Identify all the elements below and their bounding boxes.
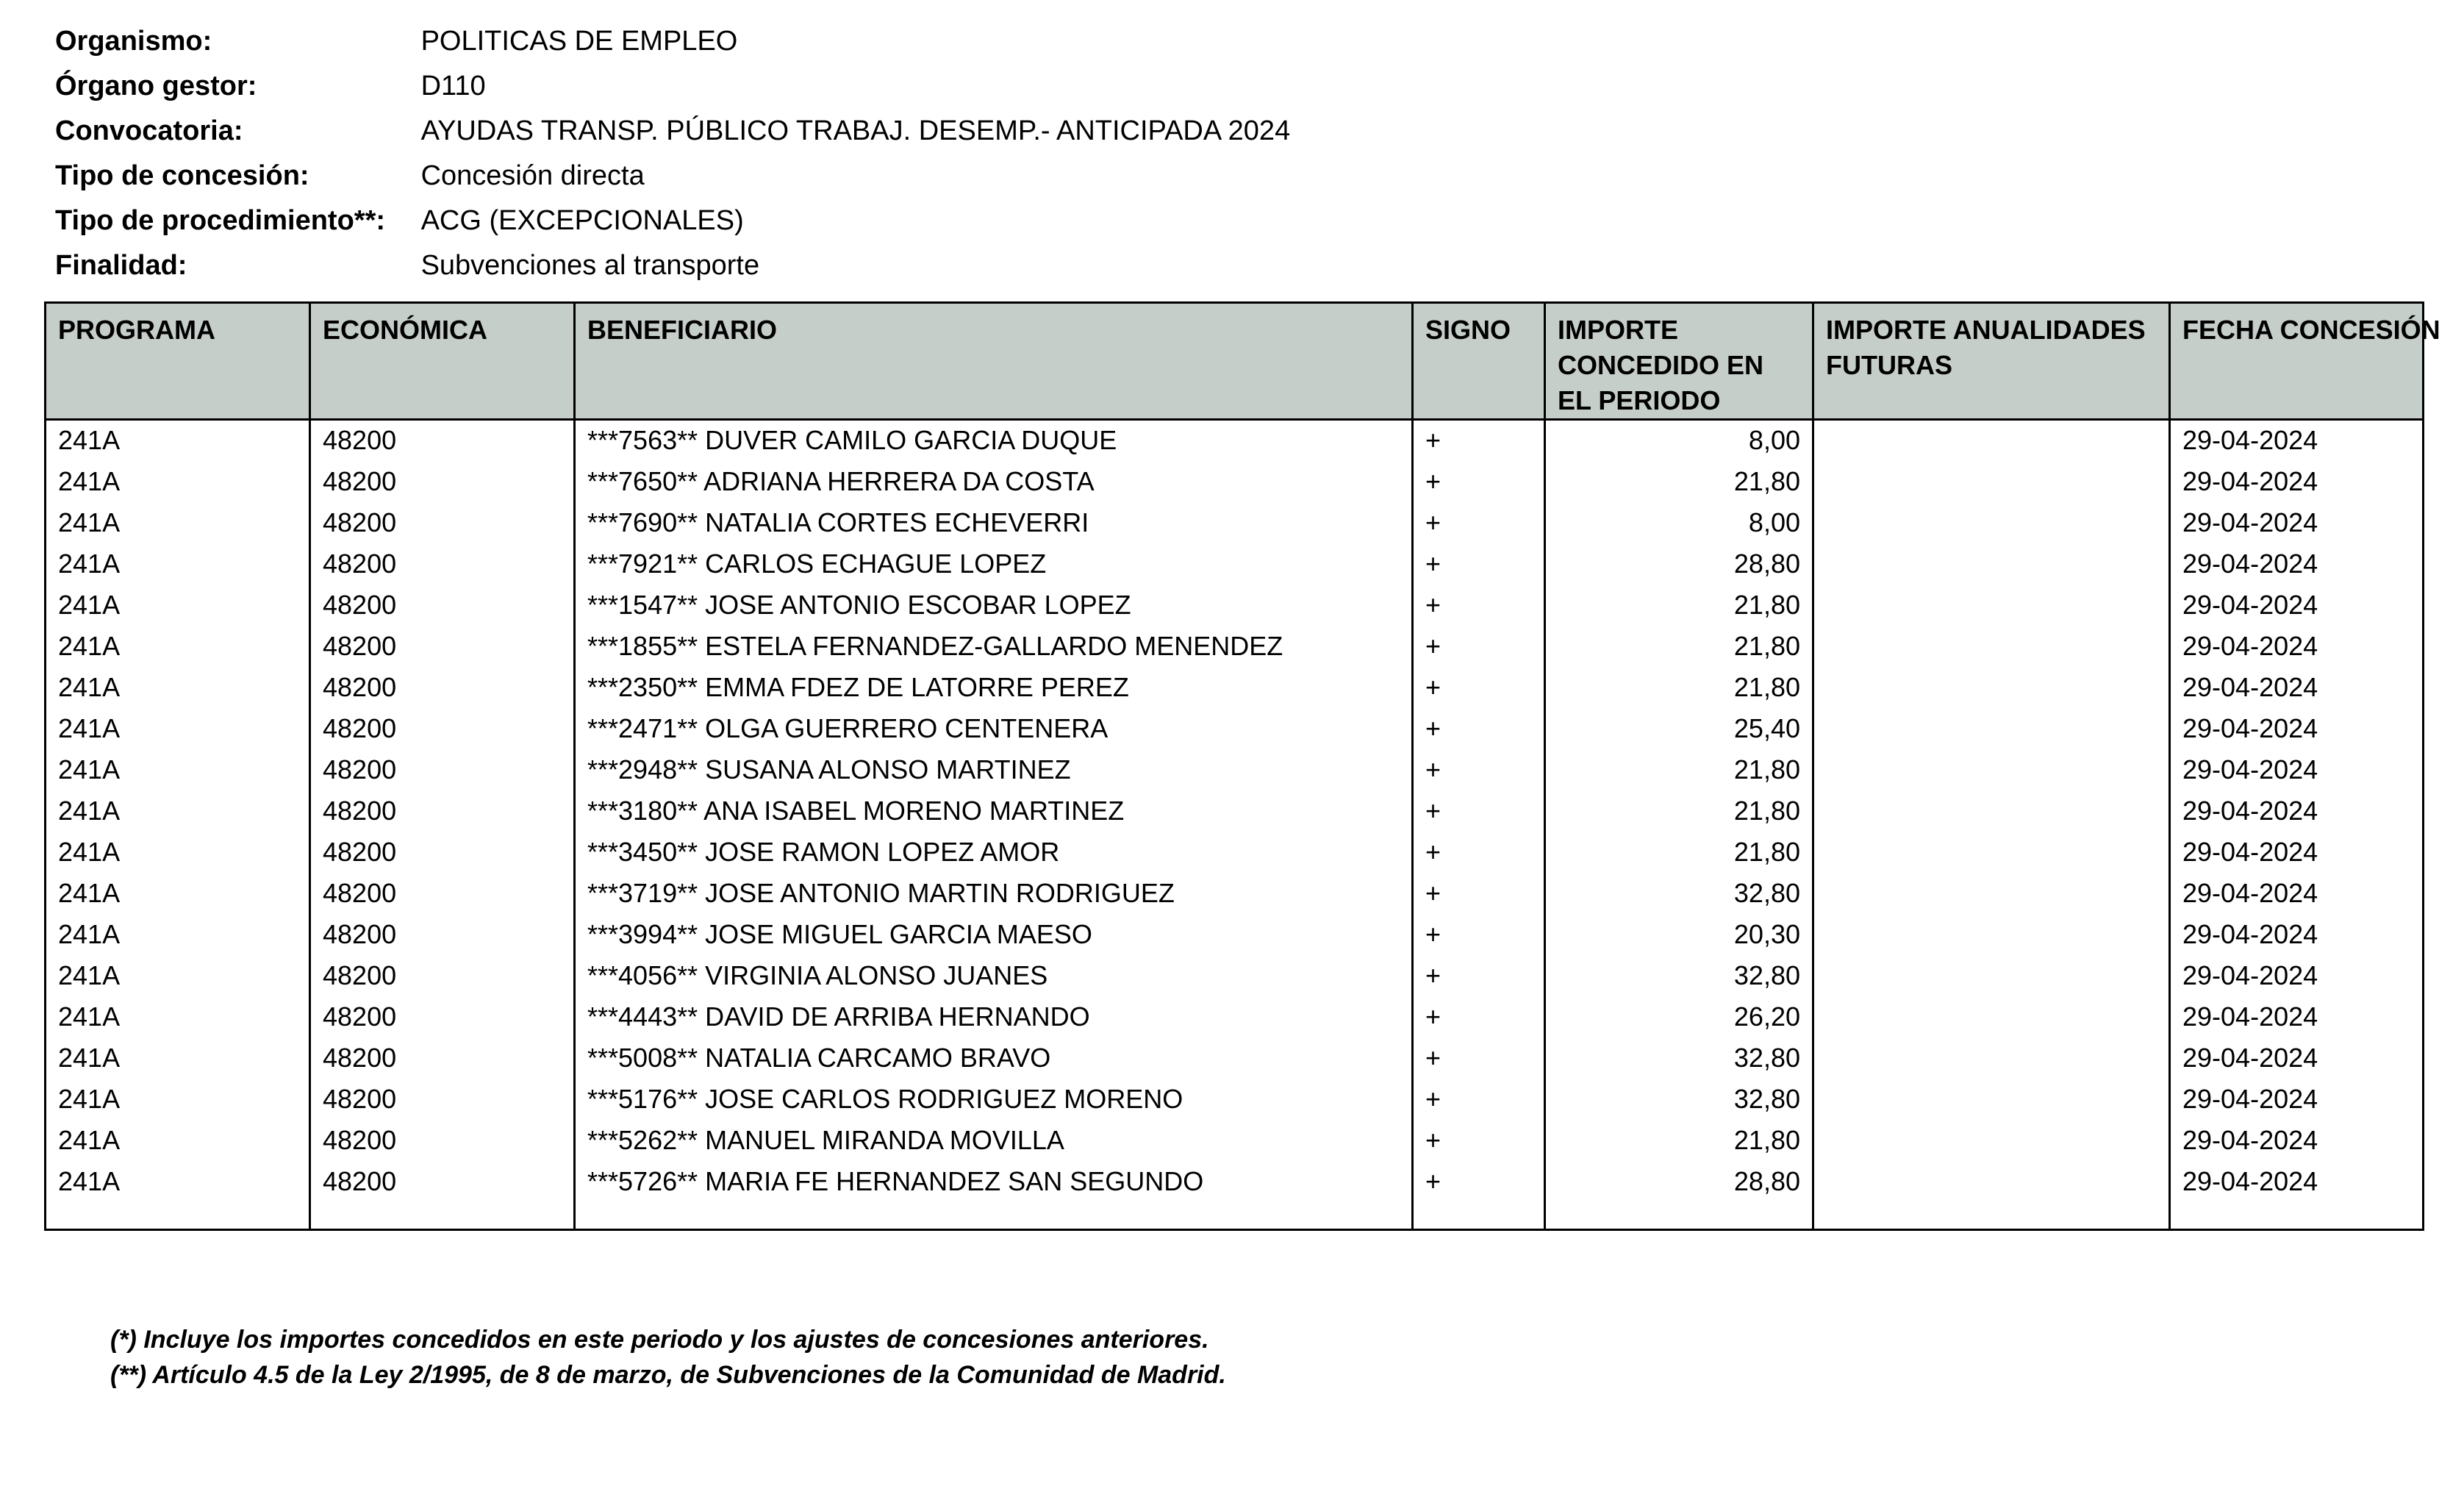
- cell-economica: 48200: [310, 585, 575, 626]
- cell-economica: 48200: [310, 873, 575, 914]
- column-header-importe-concedido-en-el-periodo: IMPORTE CONCEDIDO EN EL PERIODO: [1545, 303, 1813, 420]
- cell-economica: 48200: [310, 1161, 575, 1202]
- cell-importe-anualidades-futuras: [1813, 873, 2170, 914]
- cell-programa: 241A: [46, 1079, 310, 1120]
- cell-beneficiario: ***5726** MARIA FE HERNANDEZ SAN SEGUNDO: [575, 1161, 1413, 1202]
- cell-fecha-concesion: 29-04-2024: [2170, 420, 2424, 461]
- cell-economica: 48200: [310, 420, 575, 461]
- cell-fecha-concesion: 29-04-2024: [2170, 708, 2424, 749]
- cell-fecha-concesion: 29-04-2024: [2170, 749, 2424, 790]
- field-organismo: [55, 19, 1290, 64]
- cell-beneficiario: ***5008** NATALIA CARCAMO BRAVO: [575, 1037, 1413, 1079]
- field-convocatoria: [55, 109, 1290, 154]
- cell-importe-anualidades-futuras: [1813, 626, 2170, 667]
- footnotes: [110, 1322, 1226, 1393]
- cell-signo: +: [1413, 832, 1545, 873]
- cell-programa: 241A: [46, 502, 310, 543]
- cell-importe-anualidades-futuras: [1813, 749, 2170, 790]
- cell-beneficiario: ***2471** OLGA GUERRERO CENTENERA: [575, 708, 1413, 749]
- cell-importe-concedido-en-el-periodo: 21,80: [1545, 790, 1813, 832]
- field-organo-gestor: [55, 64, 1290, 109]
- cell-fecha-concesion: 29-04-2024: [2170, 955, 2424, 996]
- cell-importe-concedido-en-el-periodo: 8,00: [1545, 502, 1813, 543]
- cell-importe-concedido-en-el-periodo: 21,80: [1545, 1120, 1813, 1161]
- cell-economica: 48200: [310, 914, 575, 955]
- cell-programa: 241A: [46, 626, 310, 667]
- cell-beneficiario: ***7690** NATALIA CORTES ECHEVERRI: [575, 502, 1413, 543]
- cell-importe-concedido-en-el-periodo: 28,80: [1545, 543, 1813, 585]
- cell-beneficiario: ***2948** SUSANA ALONSO MARTINEZ: [575, 749, 1413, 790]
- cell-fecha-concesion: 29-04-2024: [2170, 832, 2424, 873]
- cell-fecha-concesion: 29-04-2024: [2170, 543, 2424, 585]
- cell-programa: 241A: [46, 1161, 310, 1202]
- cell-beneficiario: ***4056** VIRGINIA ALONSO JUANES: [575, 955, 1413, 996]
- table-row: [46, 543, 2424, 585]
- table-row: [46, 1120, 2424, 1161]
- cell-beneficiario: ***5262** MANUEL MIRANDA MOVILLA: [575, 1120, 1413, 1161]
- cell-importe-concedido-en-el-periodo: 32,80: [1545, 1079, 1813, 1120]
- table-row: [46, 585, 2424, 626]
- cell-beneficiario: ***1855** ESTELA FERNANDEZ-GALLARDO MENENDEZ: [575, 626, 1413, 667]
- grants-table: [44, 301, 2440, 1231]
- field-tipo-concesion: [55, 154, 1290, 199]
- cell-economica: 48200: [310, 1120, 575, 1161]
- cell-programa: 241A: [46, 832, 310, 873]
- cell-beneficiario: ***5176** JOSE CARLOS RODRIGUEZ MORENO: [575, 1079, 1413, 1120]
- cell-importe-anualidades-futuras: [1813, 914, 2170, 955]
- cell-importe-concedido-en-el-periodo: 20,30: [1545, 914, 1813, 955]
- cell-importe-anualidades-futuras: [1813, 790, 2170, 832]
- table-row: [46, 955, 2424, 996]
- cell-economica: 48200: [310, 502, 575, 543]
- cell-fecha-concesion: 29-04-2024: [2170, 996, 2424, 1037]
- cell-beneficiario: ***7563** DUVER CAMILO GARCIA DUQUE: [575, 420, 1413, 461]
- table-row: [46, 790, 2424, 832]
- table-row: [46, 914, 2424, 955]
- table-row: [46, 873, 2424, 914]
- table-body: [46, 420, 2424, 1230]
- cell-beneficiario: ***3450** JOSE RAMON LOPEZ AMOR: [575, 832, 1413, 873]
- cell-signo: +: [1413, 955, 1545, 996]
- cell-programa: 241A: [46, 790, 310, 832]
- field-label-convocatoria: Convocatoria:: [55, 115, 243, 146]
- cell-programa: 241A: [46, 461, 310, 502]
- cell-signo: +: [1413, 1079, 1545, 1120]
- field-value-tipo-procedimiento: ACG (EXCEPCIONALES): [420, 205, 744, 236]
- cell-beneficiario: ***4443** DAVID DE ARRIBA HERNANDO: [575, 996, 1413, 1037]
- cell-signo: +: [1413, 420, 1545, 461]
- cell-fecha-concesion: 29-04-2024: [2170, 667, 2424, 708]
- field-label-organismo: Organismo:: [55, 26, 212, 57]
- cell-economica: 48200: [310, 832, 575, 873]
- column-header-importe-anualidades-futuras: IMPORTE ANUALIDADES FUTURAS: [1813, 303, 2170, 420]
- cell-signo: +: [1413, 996, 1545, 1037]
- cell-importe-concedido-en-el-periodo: 28,80: [1545, 1161, 1813, 1202]
- footnote-law: (**) Artículo 4.5 de la Ley 2/1995, de 8 de marzo, de Subvenciones de la Comunidad de Madrid.: [110, 1361, 1226, 1389]
- table-row: [46, 667, 2424, 708]
- cell-fecha-concesion: 29-04-2024: [2170, 790, 2424, 832]
- cell-importe-concedido-en-el-periodo: 21,80: [1545, 832, 1813, 873]
- table-row: [46, 708, 2424, 749]
- cell-signo: +: [1413, 873, 1545, 914]
- table-row: [46, 1079, 2424, 1120]
- table-row: [46, 996, 2424, 1037]
- cell-importe-anualidades-futuras: [1813, 461, 2170, 502]
- cell-importe-anualidades-futuras: [1813, 996, 2170, 1037]
- cell-beneficiario: ***3719** JOSE ANTONIO MARTIN RODRIGUEZ: [575, 873, 1413, 914]
- cell-economica: 48200: [310, 543, 575, 585]
- cell-programa: 241A: [46, 667, 310, 708]
- column-header-signo: SIGNO: [1413, 303, 1545, 420]
- cell-economica: 48200: [310, 955, 575, 996]
- cell-beneficiario: ***7921** CARLOS ECHAGUE LOPEZ: [575, 543, 1413, 585]
- cell-signo: +: [1413, 502, 1545, 543]
- cell-signo: +: [1413, 461, 1545, 502]
- cell-fecha-concesion: 29-04-2024: [2170, 914, 2424, 955]
- cell-importe-concedido-en-el-periodo: 21,80: [1545, 585, 1813, 626]
- cell-economica: 48200: [310, 996, 575, 1037]
- cell-importe-concedido-en-el-periodo: 32,80: [1545, 873, 1813, 914]
- field-finalidad: [55, 243, 1290, 288]
- cell-importe-anualidades-futuras: [1813, 420, 2170, 461]
- column-header-fecha-concesion: FECHA CONCESIÓN: [2170, 303, 2424, 420]
- cell-importe-anualidades-futuras: [1813, 585, 2170, 626]
- field-value-organismo: POLITICAS DE EMPLEO: [420, 26, 738, 57]
- cell-programa: 241A: [46, 420, 310, 461]
- table-row: [46, 832, 2424, 873]
- cell-programa: 241A: [46, 585, 310, 626]
- cell-programa: 241A: [46, 749, 310, 790]
- cell-programa: 241A: [46, 543, 310, 585]
- cell-importe-concedido-en-el-periodo: 21,80: [1545, 461, 1813, 502]
- document-header: [55, 19, 1290, 288]
- cell-signo: +: [1413, 1161, 1545, 1202]
- cell-importe-concedido-en-el-periodo: 21,80: [1545, 749, 1813, 790]
- field-label-tipo-concesion: Tipo de concesión:: [55, 160, 309, 191]
- cell-importe-anualidades-futuras: [1813, 1079, 2170, 1120]
- table-row: [46, 461, 2424, 502]
- field-label-tipo-procedimiento: Tipo de procedimiento**:: [55, 205, 386, 236]
- cell-signo: +: [1413, 708, 1545, 749]
- cell-beneficiario: ***2350** EMMA FDEZ DE LATORRE PEREZ: [575, 667, 1413, 708]
- table-row: [46, 749, 2424, 790]
- cell-programa: 241A: [46, 873, 310, 914]
- cell-economica: 48200: [310, 749, 575, 790]
- column-header-beneficiario: BENEFICIARIO: [575, 303, 1413, 420]
- table-header-row: [46, 303, 2424, 420]
- cell-signo: +: [1413, 749, 1545, 790]
- cell-signo: +: [1413, 1120, 1545, 1161]
- cell-programa: 241A: [46, 1120, 310, 1161]
- field-label-organo-gestor: Órgano gestor:: [55, 71, 257, 101]
- cell-beneficiario: ***3180** ANA ISABEL MORENO MARTINEZ: [575, 790, 1413, 832]
- cell-economica: 48200: [310, 667, 575, 708]
- cell-beneficiario: ***1547** JOSE ANTONIO ESCOBAR LOPEZ: [575, 585, 1413, 626]
- cell-economica: 48200: [310, 708, 575, 749]
- cell-importe-concedido-en-el-periodo: 26,20: [1545, 996, 1813, 1037]
- spacer-cell: [2170, 1202, 2424, 1230]
- cell-importe-anualidades-futuras: [1813, 1161, 2170, 1202]
- cell-importe-concedido-en-el-periodo: 8,00: [1545, 420, 1813, 461]
- cell-fecha-concesion: 29-04-2024: [2170, 1079, 2424, 1120]
- cell-signo: +: [1413, 543, 1545, 585]
- cell-signo: +: [1413, 626, 1545, 667]
- field-value-organo-gestor: D110: [420, 71, 486, 101]
- cell-signo: +: [1413, 790, 1545, 832]
- cell-programa: 241A: [46, 955, 310, 996]
- field-tipo-procedimiento: [55, 199, 1290, 243]
- cell-importe-anualidades-futuras: [1813, 667, 2170, 708]
- spacer-cell: [1413, 1202, 1545, 1230]
- cell-importe-anualidades-futuras: [1813, 1037, 2170, 1079]
- field-label-finalidad: Finalidad:: [55, 250, 187, 281]
- cell-importe-anualidades-futuras: [1813, 1120, 2170, 1161]
- cell-signo: +: [1413, 667, 1545, 708]
- cell-importe-anualidades-futuras: [1813, 955, 2170, 996]
- table-head: [46, 303, 2440, 420]
- table-row: [46, 1037, 2424, 1079]
- cell-fecha-concesion: 29-04-2024: [2170, 1161, 2424, 1202]
- cell-economica: 48200: [310, 1079, 575, 1120]
- cell-importe-concedido-en-el-periodo: 25,40: [1545, 708, 1813, 749]
- cell-programa: 241A: [46, 914, 310, 955]
- cell-importe-anualidades-futuras: [1813, 708, 2170, 749]
- cell-beneficiario: ***7650** ADRIANA HERRERA DA COSTA: [575, 461, 1413, 502]
- cell-economica: 48200: [310, 461, 575, 502]
- cell-programa: 241A: [46, 1037, 310, 1079]
- table-bottom-spacer: [46, 1202, 2424, 1230]
- cell-economica: 48200: [310, 626, 575, 667]
- cell-importe-anualidades-futuras: [1813, 832, 2170, 873]
- spacer-cell: [46, 1202, 310, 1230]
- cell-fecha-concesion: 29-04-2024: [2170, 873, 2424, 914]
- field-value-finalidad: Subvenciones al transporte: [420, 250, 760, 281]
- cell-beneficiario: ***3994** JOSE MIGUEL GARCIA MAESO: [575, 914, 1413, 955]
- cell-importe-concedido-en-el-periodo: 32,80: [1545, 955, 1813, 996]
- footnote-period: (*) Incluye los importes concedidos en este periodo y los ajustes de concesiones anteriores.: [110, 1326, 1209, 1354]
- cell-fecha-concesion: 29-04-2024: [2170, 502, 2424, 543]
- column-header-economica: ECONÓMICA: [310, 303, 575, 420]
- cell-signo: +: [1413, 914, 1545, 955]
- spacer-cell: [575, 1202, 1413, 1230]
- table-row: [46, 1161, 2424, 1202]
- cell-signo: +: [1413, 1037, 1545, 1079]
- cell-fecha-concesion: 29-04-2024: [2170, 585, 2424, 626]
- cell-importe-concedido-en-el-periodo: 21,80: [1545, 626, 1813, 667]
- cell-fecha-concesion: 29-04-2024: [2170, 626, 2424, 667]
- spacer-cell: [1545, 1202, 1813, 1230]
- spacer-cell: [310, 1202, 575, 1230]
- cell-programa: 241A: [46, 708, 310, 749]
- table-row: [46, 420, 2424, 461]
- table-row: [46, 502, 2424, 543]
- cell-fecha-concesion: 29-04-2024: [2170, 1037, 2424, 1079]
- cell-fecha-concesion: 29-04-2024: [2170, 461, 2424, 502]
- spacer-cell: [1813, 1202, 2170, 1230]
- cell-programa: 241A: [46, 996, 310, 1037]
- cell-importe-concedido-en-el-periodo: 32,80: [1545, 1037, 1813, 1079]
- cell-economica: 48200: [310, 790, 575, 832]
- cell-signo: +: [1413, 585, 1545, 626]
- field-value-tipo-concesion: Concesión directa: [420, 160, 645, 191]
- cell-fecha-concesion: 29-04-2024: [2170, 1120, 2424, 1161]
- field-value-convocatoria: AYUDAS TRANSP. PÚBLICO TRABAJ. DESEMP.- ANTICIPADA 2024: [420, 115, 1291, 146]
- cell-importe-anualidades-futuras: [1813, 543, 2170, 585]
- cell-economica: 48200: [310, 1037, 575, 1079]
- column-header-programa: PROGRAMA: [46, 303, 310, 420]
- cell-importe-concedido-en-el-periodo: 21,80: [1545, 667, 1813, 708]
- cell-importe-anualidades-futuras: [1813, 502, 2170, 543]
- table-row: [46, 626, 2424, 667]
